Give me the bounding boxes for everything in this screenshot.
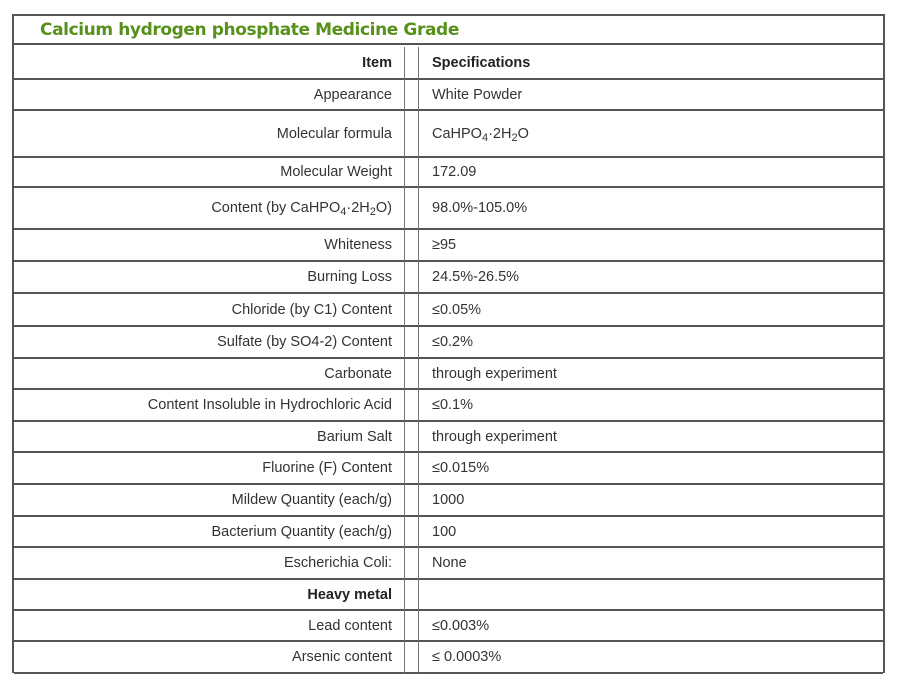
- table-row: [14, 359, 883, 390]
- column-gap: [405, 422, 419, 453]
- row-specification: ≤ 0.0003%: [419, 642, 883, 674]
- table-row: [14, 611, 883, 642]
- column-gap: [405, 47, 419, 80]
- row-item: Whiteness: [14, 230, 405, 262]
- column-gap: [405, 262, 419, 294]
- row-item: Content (by $CaHPO_4\cdot 2H_2O$): [14, 188, 405, 230]
- row-specification: 24.5%-26.5%: [419, 262, 883, 294]
- row-item: Heavy metal: [14, 580, 405, 611]
- row-item: Lead content: [14, 611, 405, 642]
- table-row: [14, 642, 883, 674]
- table-row: [14, 517, 883, 548]
- column-gap: [405, 158, 419, 188]
- table-header-row: [14, 47, 883, 80]
- row-specification: ≥95: [419, 230, 883, 262]
- row-item: Molecular formula: [14, 111, 405, 158]
- column-gap: [405, 359, 419, 390]
- table-row: [14, 111, 883, 158]
- row-item: Chloride (by C1) Content: [14, 294, 405, 327]
- row-specification: [419, 580, 883, 611]
- table-row: [14, 485, 883, 517]
- row-specification: through experiment: [419, 422, 883, 453]
- row-specification: White Powder: [419, 80, 883, 111]
- column-gap: [405, 580, 419, 611]
- row-item: Molecular Weight: [14, 158, 405, 188]
- column-gap: [405, 80, 419, 111]
- column-gap: [405, 611, 419, 642]
- row-item: Appearance: [14, 80, 405, 111]
- table-row: [14, 327, 883, 359]
- row-specification: $CaHPO_4\cdot 2H_2O$: [419, 111, 883, 158]
- column-gap: [405, 548, 419, 580]
- row-item: Escherichia Coli:: [14, 548, 405, 580]
- row-item: Burning Loss: [14, 262, 405, 294]
- table-row: [14, 188, 883, 230]
- table-row: [14, 453, 883, 485]
- table-row: [14, 294, 883, 327]
- row-item: Bacterium Quantity (each/g): [14, 517, 405, 548]
- column-gap: [405, 294, 419, 327]
- table-title: Calcium hydrogen phosphate Medicine Grade: [14, 16, 883, 45]
- row-item: Fluorine (F) Content: [14, 453, 405, 485]
- row-item: Sulfate (by SO4-2) Content: [14, 327, 405, 359]
- row-item: Mildew Quantity (each/g): [14, 485, 405, 517]
- table-row: [14, 548, 883, 580]
- table-row: [14, 580, 883, 611]
- table-row: [14, 158, 883, 188]
- column-gap: [405, 111, 419, 158]
- row-specification: ≤0.015%: [419, 453, 883, 485]
- spec-table-body: [14, 47, 883, 674]
- spec-table-frame: [12, 14, 885, 673]
- column-gap: [405, 453, 419, 485]
- column-gap: [405, 230, 419, 262]
- row-specification: None: [419, 548, 883, 580]
- spec-table: [14, 47, 883, 674]
- row-specification: 1000: [419, 485, 883, 517]
- row-item: Content Insoluble in Hydrochloric Acid: [14, 390, 405, 422]
- header-specifications: Specifications: [419, 47, 883, 80]
- table-row: [14, 262, 883, 294]
- column-gap: [405, 642, 419, 674]
- row-specification: through experiment: [419, 359, 883, 390]
- row-specification: ≤0.05%: [419, 294, 883, 327]
- header-item: Item: [14, 47, 405, 80]
- row-specification: ≤0.003%: [419, 611, 883, 642]
- column-gap: [405, 517, 419, 548]
- table-row: [14, 422, 883, 453]
- column-gap: [405, 327, 419, 359]
- row-item: Barium Salt: [14, 422, 405, 453]
- row-specification: ≤0.2%: [419, 327, 883, 359]
- row-specification: ≤0.1%: [419, 390, 883, 422]
- row-specification: 172.09: [419, 158, 883, 188]
- row-specification: 98.0%-105.0%: [419, 188, 883, 230]
- table-row: [14, 230, 883, 262]
- column-gap: [405, 485, 419, 517]
- row-item: Arsenic content: [14, 642, 405, 674]
- column-gap: [405, 390, 419, 422]
- table-row: [14, 80, 883, 111]
- table-row: [14, 390, 883, 422]
- row-item: Carbonate: [14, 359, 405, 390]
- column-gap: [405, 188, 419, 230]
- row-specification: 100: [419, 517, 883, 548]
